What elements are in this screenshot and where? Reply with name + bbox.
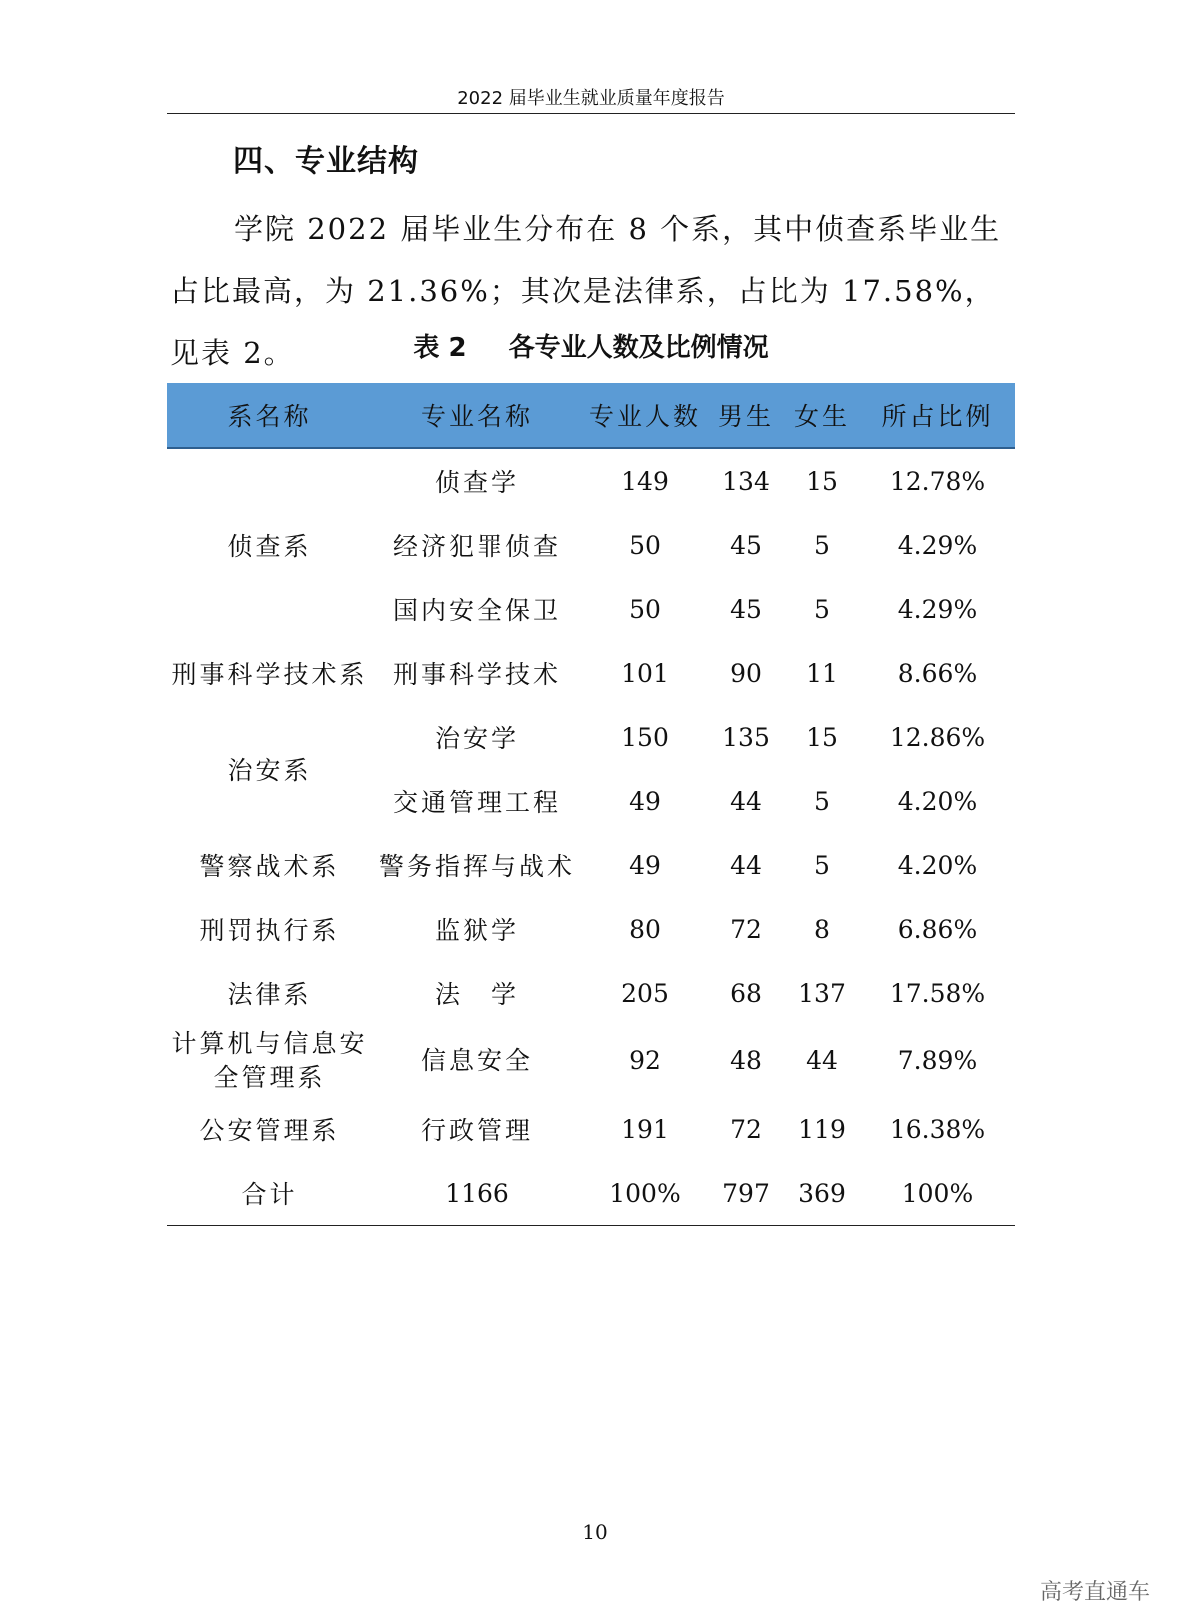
major-cell: 治安学 (434, 724, 519, 753)
major-cell: 警务指挥与战术 (378, 852, 575, 881)
count-cell: 191 (621, 1114, 669, 1144)
watermark: 高考直通车 (1039, 1580, 1150, 1605)
major-cell: 刑事科学技术 (392, 660, 561, 689)
male-cell: 45 (730, 530, 762, 560)
header-rule (167, 113, 1015, 114)
total-count: 1166 (372, 1161, 582, 1226)
table-row (167, 1025, 1015, 1097)
table-header-row (167, 383, 1015, 448)
table-row (167, 641, 1015, 705)
male-cell: 90 (730, 658, 762, 688)
major-cell: 侦查学 (434, 468, 519, 497)
major-cell: 国内安全保卫 (392, 596, 561, 625)
male-cell: 72 (730, 914, 762, 944)
male-cell: 72 (730, 1114, 762, 1144)
ratio-cell: 4.29% (897, 594, 978, 624)
count-cell: 49 (629, 850, 661, 880)
male-cell: 44 (730, 786, 762, 816)
female-cell: 5 (814, 786, 830, 816)
female-cell: 8 (814, 914, 830, 944)
female-cell: 15 (806, 722, 838, 752)
ratio-cell: 12.78% (889, 466, 986, 496)
count-cell: 101 (621, 658, 669, 688)
table-caption-title: 各专业人数及比例情况 (508, 333, 769, 363)
major-cell: 行政管理 (420, 1116, 533, 1145)
header-dept: 系名称 (167, 383, 372, 448)
table-row (167, 1097, 1015, 1161)
table-row (167, 833, 1015, 897)
count-cell: 80 (629, 914, 661, 944)
count-cell: 205 (621, 978, 669, 1008)
dept-cell: 计算机与信息安全管理系 (171, 1029, 368, 1092)
count-cell: 92 (629, 1046, 661, 1075)
total-ratio: 100% (860, 1161, 1015, 1226)
header-female: 女生 (784, 383, 860, 448)
female-cell: 5 (814, 530, 830, 560)
count-cell: 49 (629, 786, 661, 816)
female-cell: 137 (798, 978, 846, 1008)
female-cell: 5 (814, 594, 830, 624)
male-cell: 135 (722, 722, 770, 752)
count-cell: 50 (629, 594, 661, 624)
dept-cell: 侦查系 (227, 532, 312, 561)
body-paragraph: 学院 2022 届毕业生分布在 8 个系，其中侦查系毕业生占比最高，为 21.36%；其次是法律系，占比为 17.58%，见表 2。 (170, 212, 1002, 370)
running-header: 2022 届毕业生就业质量年度报告 (457, 88, 725, 109)
major-cell: 法 学 (434, 980, 519, 1009)
dept-cell: 治安系 (227, 756, 312, 785)
female-cell: 44 (806, 1046, 838, 1075)
header-major: 专业名称 (372, 383, 582, 448)
dept-cell: 刑罚执行系 (199, 916, 340, 945)
header-ratio: 所占比例 (860, 383, 1015, 448)
male-cell: 45 (730, 594, 762, 624)
table-caption (167, 328, 1015, 368)
ratio-cell: 4.29% (897, 530, 978, 560)
dept-cell: 刑事科学技术系 (171, 660, 368, 689)
ratio-cell: 17.58% (889, 978, 986, 1008)
header-count: 专业人数 (582, 383, 708, 448)
major-cell: 经济犯罪侦查 (392, 532, 561, 561)
table-row (167, 961, 1015, 1025)
ratio-cell: 4.20% (897, 850, 978, 880)
header-male: 男生 (708, 383, 784, 448)
table-row (167, 705, 1015, 769)
ratio-cell: 4.20% (897, 786, 978, 816)
male-cell: 44 (730, 850, 762, 880)
male-cell: 68 (730, 978, 762, 1008)
ratio-cell: 7.89% (897, 1046, 978, 1075)
major-cell: 交通管理工程 (392, 788, 561, 817)
count-cell: 150 (621, 722, 669, 752)
ratio-cell: 8.66% (897, 658, 978, 688)
table-row (167, 448, 1015, 513)
count-cell: 149 (621, 466, 669, 496)
dept-cell: 法律系 (227, 980, 312, 1009)
total-count-ratio: 100% (582, 1161, 708, 1226)
total-male: 797 (708, 1161, 784, 1226)
major-table (167, 383, 1015, 1226)
male-cell: 48 (730, 1046, 762, 1075)
major-cell: 信息安全 (420, 1046, 533, 1075)
female-cell: 15 (806, 466, 838, 496)
table-row (167, 897, 1015, 961)
total-label: 合计 (167, 1161, 372, 1226)
dept-cell: 公安管理系 (199, 1116, 340, 1145)
ratio-cell: 16.38% (889, 1114, 986, 1144)
female-cell: 119 (798, 1114, 846, 1144)
major-cell: 监狱学 (434, 916, 519, 945)
ratio-cell: 12.86% (889, 722, 986, 752)
table-total-row (167, 1161, 1015, 1226)
ratio-cell: 6.86% (897, 914, 978, 944)
total-female: 369 (784, 1161, 860, 1226)
male-cell: 134 (722, 466, 770, 496)
table-caption-number: 表 2 (413, 333, 467, 363)
section-heading: 四、专业结构 (233, 144, 419, 179)
dept-cell: 警察战术系 (199, 852, 340, 881)
page-number: 10 (582, 1520, 608, 1544)
female-cell: 11 (806, 658, 838, 688)
count-cell: 50 (629, 530, 661, 560)
female-cell: 5 (814, 850, 830, 880)
